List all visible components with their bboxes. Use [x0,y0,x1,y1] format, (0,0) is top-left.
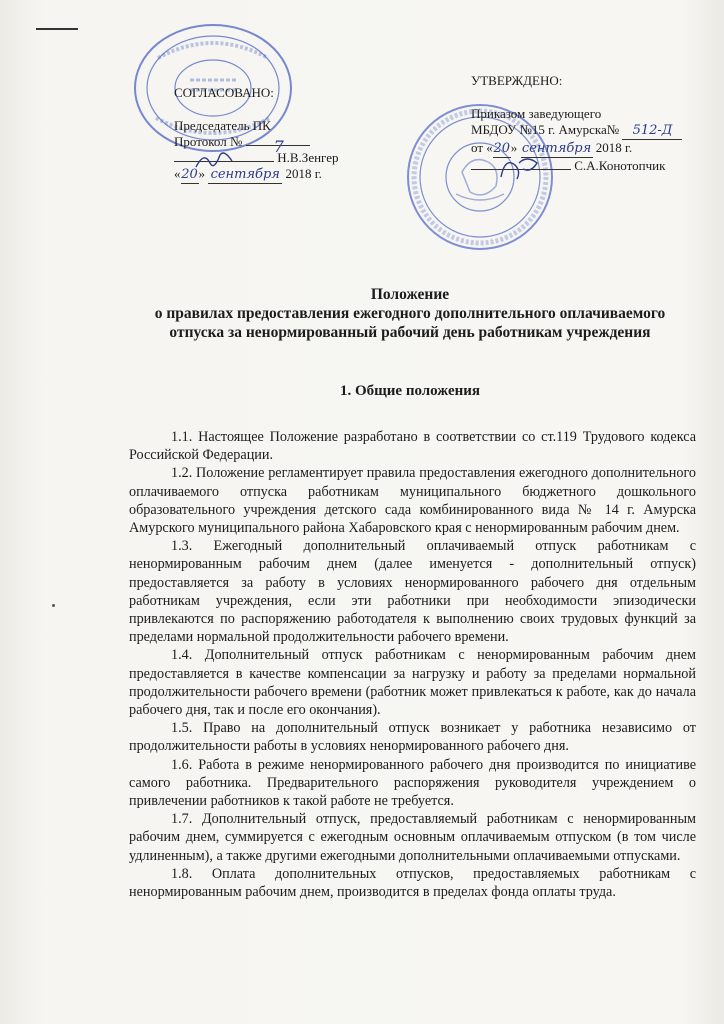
right-date-prefix: от « [471,140,493,155]
left-approval-heading: СОГЛАСОВАНО: [174,85,274,100]
title-line-2: о правилах предоставления ежегодного дополнительного оплачиваемого [154,305,666,322]
scan-dot [52,604,55,607]
protocol-number: 7 [273,137,284,156]
paragraph-1-2: 1.2. Положение регламентирует правила предоставления ежегодного дополнительного оплачиваемого отпуска работникам муниципального бюджетного дошкольного образовательного учреждения детского сада комбинированного вида № 14 г. Амурска Амурского муниципального района Хабаровского края с ненормированным рабочим днем. [129,465,696,537]
left-date-day: 20 [181,167,198,182]
handwritten-signature-left [194,149,234,173]
paragraph-1-7: 1.7. Дополнительный отпуск, предоставляемый работникам с ненормированным рабочим днем, суммируется с ежегодным основным оплачиваемым отпуском (в том числе удлиненным), а также другими ежегодными дополнительными оплачиваемыми отпусками. [129,811,696,864]
paragraph-1-6: 1.6. Работа в режиме ненормированного рабочего дня производится по инициативе самого работника. Предварительного распоряжения руководителя учреждением о привлечении работников к такой работе не требуется. [129,756,696,810]
order-number: 512-Д [622,123,682,140]
order-label: Приказом заведующего [471,106,602,121]
left-date-month: сентября [208,167,282,184]
left-date-year: 2018 г. [285,166,322,181]
paragraph-1-1: 1.1. Настоящее Положение разработано в соответствии со ст.119 Трудового кодекса Российской Федерации. [129,429,696,464]
scan-mark [36,28,78,30]
institution-label: МБДОУ №15 г. Амурска№ [471,122,620,137]
chair-label: Председатель ПК [174,118,271,133]
section-heading: 1. Общие положения [339,383,481,399]
right-date-year: 2018 г. [595,140,633,155]
left-signature-line [174,150,374,166]
document-body [129,428,696,901]
protocol-line [174,134,374,156]
approval-block-right [471,73,701,174]
document-title [120,285,700,342]
right-date-month: сентября [521,141,592,156]
paragraph-1-8: 1.8. Оплата дополнительных отпусков, предоставляемых работникам с ненормированным рабочим днем, производится в пределах фонда оплаты труда. [129,865,696,901]
right-signature-line [471,158,701,174]
right-date-line: от «20» сентября 2018 г. [471,140,633,156]
protocol-label: Протокол № [174,134,243,149]
title-line-1: Положение [370,286,450,303]
title-line-3: отпуска за ненормированный рабочий день работникам учреждения [169,324,651,341]
right-signer: С.А.Конотопчик [574,158,666,173]
right-date-day: 20 [493,141,511,156]
right-approval-heading: УТВЕРЖДЕНО: [471,73,563,88]
paragraph-1-5: 1.5. Право на дополнительный отпуск возникает у работника независимо от продолжительности работы в условиях ненормированного рабочего дня. [129,720,696,755]
handwritten-signature-right [497,153,541,183]
left-signer: Н.В.Зенгер [277,150,339,165]
institution-line [471,122,701,140]
left-date-line: «20» сентября 2018 г. [174,166,322,182]
paragraph-1-3: 1.3. Ежегодный дополнительный оплачиваемый отпуск работникам с ненормированным рабочим днем (далее именуется - дополнительный отпуск) предоставляется за работу в условиях ненормированного рабочего дня отдельным работникам учреждения, если эти работники при необходимости эпизодически привлекаются по распоряжению работодателя к выполнению своих трудовых функций за пределами нормальной продолжительности рабочего времени. [129,538,696,646]
approval-block-left [174,85,374,184]
paragraph-1-4: 1.4. Дополнительный отпуск работникам с ненормированным рабочим днем предоставляется в качестве компенсации за нагрузку и работу за пределами нормальной продолжительности рабочего времени (работник может привлекаться к работе, как до начала рабочего дня, так и после его окончания). [129,647,696,719]
